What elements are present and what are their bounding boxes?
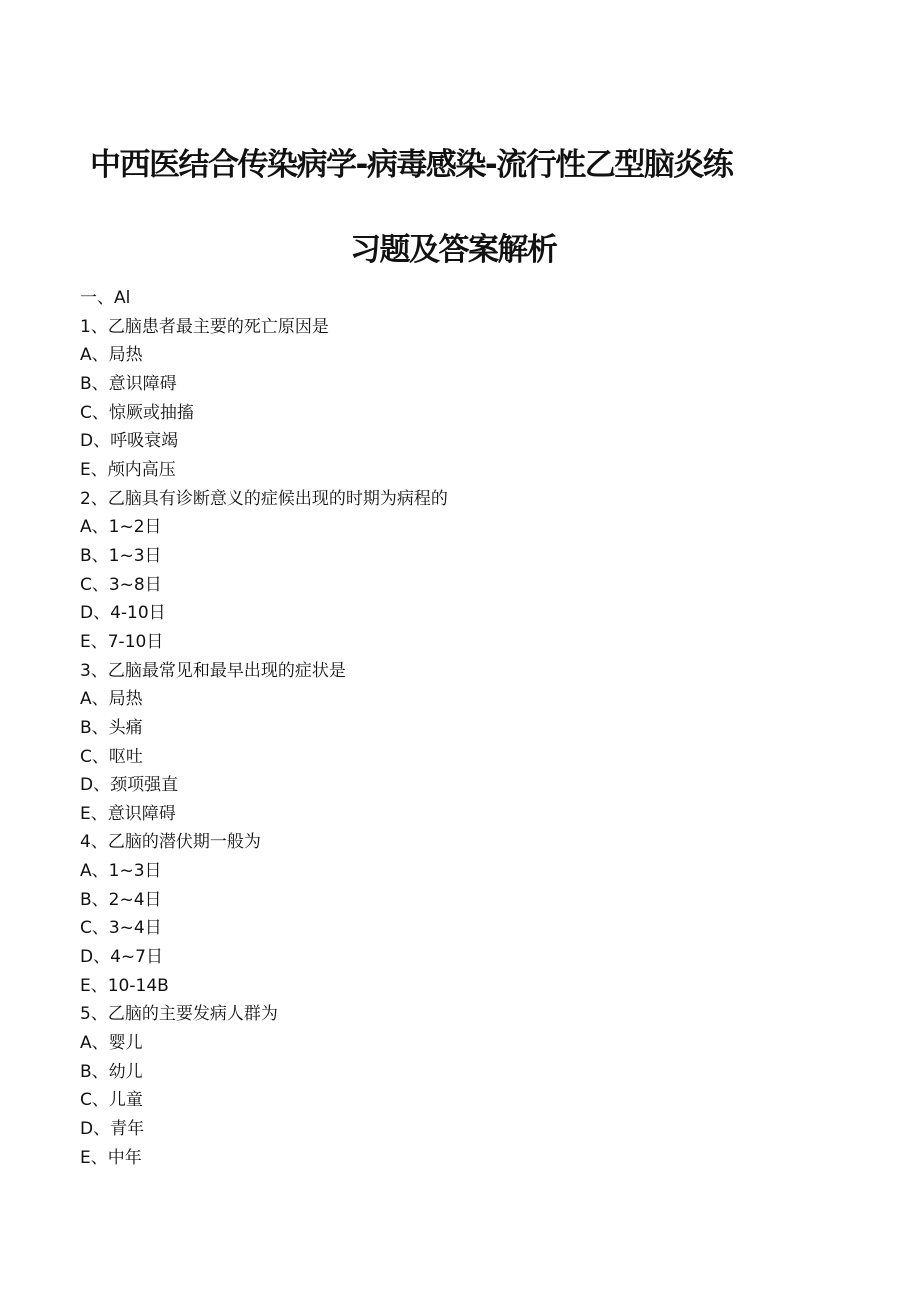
answer-option: E、中年: [80, 1147, 142, 1168]
answer-option: C、儿童: [80, 1090, 143, 1111]
answer-option: E、意识障碍: [80, 803, 176, 824]
answer-option: D、青年: [80, 1119, 145, 1140]
answer-option: C、惊厥或抽搐: [80, 402, 194, 423]
answer-option: D、颈项强直: [80, 775, 179, 796]
question-list: [80, 284, 860, 1172]
answer-option: C、3~8日: [80, 574, 162, 595]
answer-option: D、4-10日: [80, 603, 166, 624]
question-text: 1、乙脑患者最主要的死亡原因是: [80, 316, 329, 337]
answer-option: B、2~4日: [80, 889, 162, 910]
answer-option: A、局热: [80, 689, 143, 710]
answer-option: D、4~7日: [80, 947, 163, 968]
question-text: 5、乙脑的主要发病人群为: [80, 1004, 278, 1025]
answer-option: C、3~4日: [80, 918, 162, 939]
question-text: 3、乙脑最常见和最早出现的症状是: [80, 660, 346, 681]
answer-option: A、1~2日: [80, 517, 162, 538]
answer-option: B、1~3日: [80, 545, 162, 566]
answer-option: B、头痛: [80, 717, 143, 738]
answer-option: E、颅内高压: [80, 459, 176, 480]
answer-option: A、1~3日: [80, 861, 162, 882]
answer-option: E、10-14B: [80, 975, 169, 996]
question-text: 2、乙脑具有诊断意义的症候出现的时期为病程的: [80, 488, 448, 509]
document-title-line-1: 中西医结合传染病学-病毒感染-流行性乙型脑炎练: [90, 147, 733, 183]
document-title-line-2: 习题及答案解析: [350, 232, 557, 268]
answer-option: A、局热: [80, 345, 143, 366]
answer-option: D、呼吸衰竭: [80, 431, 179, 452]
answer-option: E、7-10日: [80, 631, 164, 652]
answer-option: B、幼儿: [80, 1061, 143, 1082]
question-text: 4、乙脑的潜伏期一般为: [80, 832, 261, 853]
answer-option: B、意识障碍: [80, 373, 177, 394]
section-heading: 一、Al: [80, 288, 131, 308]
answer-option: A、婴儿: [80, 1033, 143, 1054]
answer-option: C、呕吐: [80, 746, 143, 767]
